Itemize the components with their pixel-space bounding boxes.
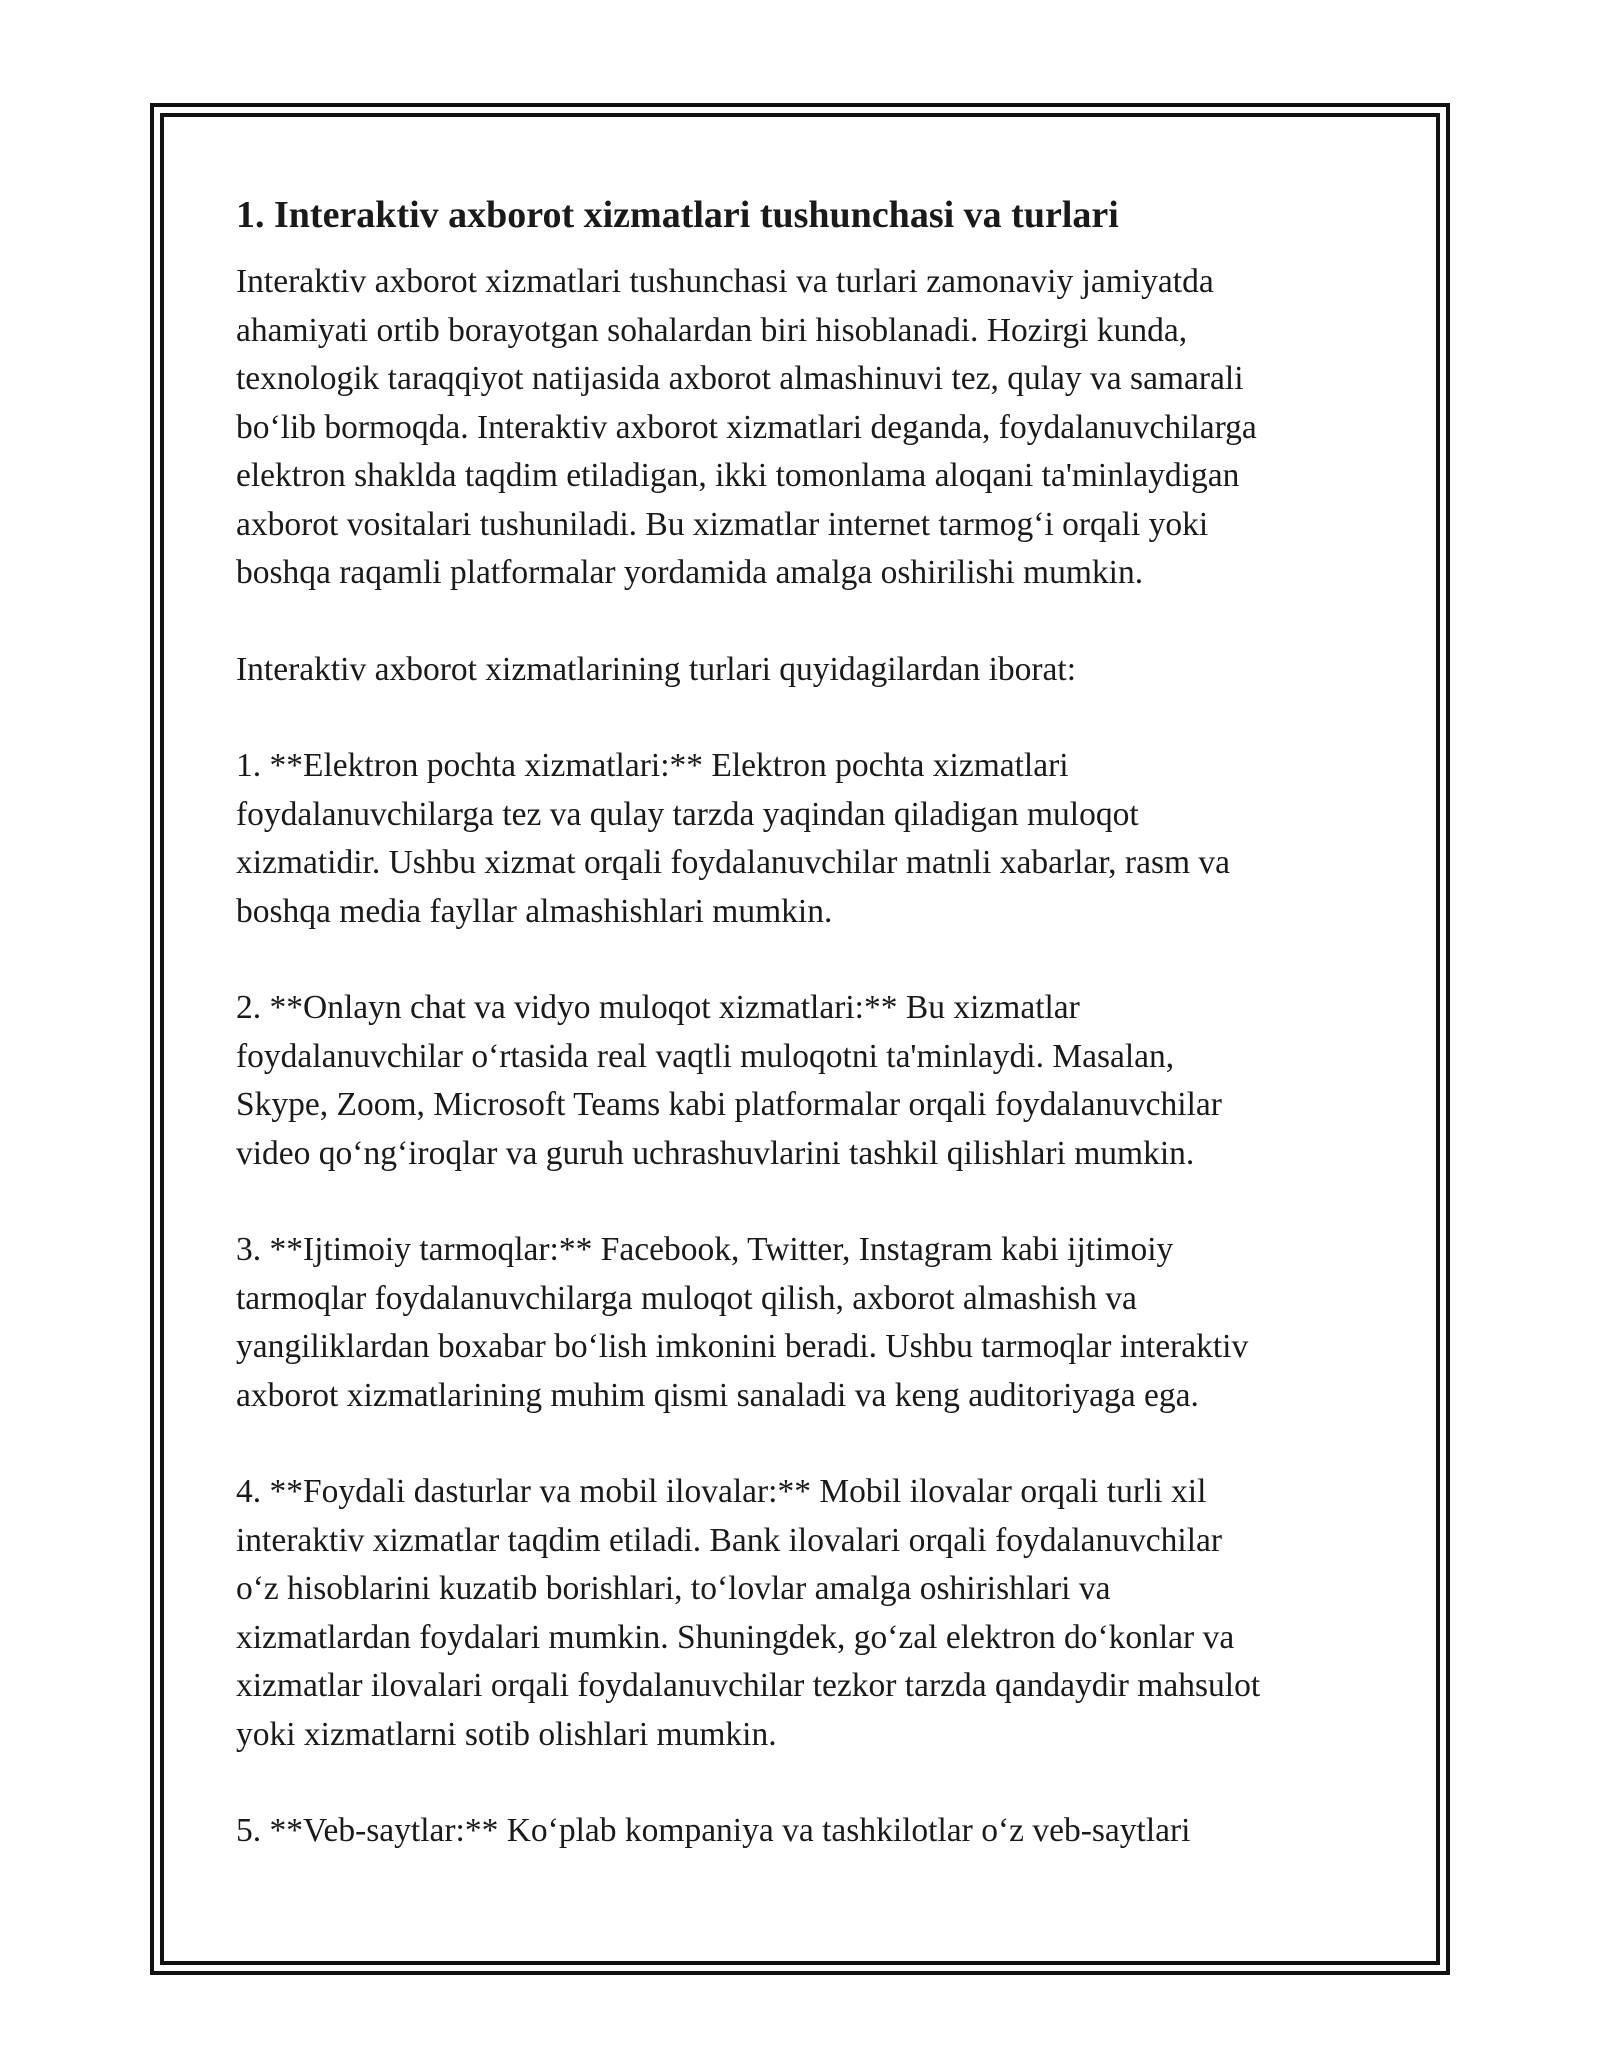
paragraph bbox=[236, 1807, 1376, 1856]
text-line: Interaktiv axborot xizmatlari tushunchasi va turlari zamonaviy jamiyatda bbox=[236, 263, 1214, 300]
text-line: video qo‘ng‘iroqlar va guruh uchrashuvlarini tashkil qilishlari mumkin. bbox=[236, 1134, 1195, 1172]
text-line: o‘z hisoblarini kuzatib borishlari, to‘lovlar amalga oshirishlari va bbox=[236, 1570, 1111, 1607]
text-line: foydalanuvchilar o‘rtasida real vaqtli muloqotni ta'minlaydi. Masalan, bbox=[236, 1037, 1175, 1075]
text-line: bo‘lib bormoqda. Interaktiv axborot xizmatlari deganda, foydalanuvchilarga bbox=[236, 408, 1257, 446]
text-line: interaktiv xizmatlar taqdim etiladi. Bank ilovalari orqali foydalanuvchilar bbox=[236, 1521, 1223, 1559]
text-line: 3. **Ijtimoiy tarmoqlar:** Facebook, Twitter, Instagram kabi ijtimoiy bbox=[236, 1231, 1174, 1268]
text-line: 2. **Onlayn chat va vidyo muloqot xizmatlari:** Bu xizmatlar bbox=[236, 989, 1080, 1026]
text-line: axborot vositalari tushuniladi. Bu xizmatlar internet tarmog‘i orqali yoki bbox=[236, 505, 1209, 543]
paragraph bbox=[236, 1226, 1376, 1420]
paragraph bbox=[236, 1468, 1376, 1759]
text-line: 5. **Veb-saytlar:** Ko‘plab kompaniya va tashkilotlar o‘z veb-saytlari bbox=[236, 1812, 1191, 1849]
text-line: tarmoqlar foydalanuvchilarga muloqot qilish, axborot almashish va bbox=[236, 1279, 1137, 1317]
paragraph-list bbox=[236, 258, 1376, 1856]
text-line: ahamiyati ortib borayotgan sohalardan biri hisoblanadi. Hozirgi kunda, bbox=[236, 311, 1188, 349]
text-line: elektron shaklda taqdim etiladigan, ikki tomonlama aloqani ta'minlaydigan bbox=[236, 457, 1240, 494]
text-line: Skype, Zoom, Microsoft Teams kabi platformalar orqali foydalanuvchilar bbox=[236, 1086, 1222, 1123]
text-line: foydalanuvchilarga tez va qulay tarzda yaqindan qiladigan muloqot bbox=[236, 795, 1139, 833]
paragraph bbox=[236, 646, 1376, 695]
text-line: yangiliklardan boxabar bo‘lish imkonini beradi. Ushbu tarmoqlar interaktiv bbox=[236, 1328, 1249, 1365]
text-line: xizmatidir. Ushbu xizmat orqali foydalanuvchilar matnli xabarlar, rasm va bbox=[236, 844, 1231, 881]
text-line: 4. **Foydali dasturlar va mobil ilovalar:** Mobil ilovalar orqali turli xil bbox=[236, 1473, 1207, 1510]
text-line: 1. **Elektron pochta xizmatlari:** Elektron pochta xizmatlari bbox=[236, 747, 1069, 784]
text-line: texnologik taraqqiyot natijasida axborot almashinuvi tez, qulay va samarali bbox=[236, 360, 1244, 397]
text-line: boshqa raqamli platformalar yordamida amalga oshirilishi mumkin. bbox=[236, 554, 1144, 591]
document-body bbox=[236, 186, 1376, 1904]
paragraph bbox=[236, 984, 1376, 1178]
text-line: Interaktiv axborot xizmatlarining turlari quyidagilardan iborat: bbox=[236, 650, 1077, 688]
text-line: yoki xizmatlarni sotib olishlari mumkin. bbox=[236, 1715, 777, 1753]
paragraph bbox=[236, 742, 1376, 936]
section-heading: 1. Interaktiv axborot xizmatlari tushunchasi va turlari bbox=[236, 194, 1119, 236]
text-line: xizmatlar ilovalari orqali foydalanuvchilar tezkor tarzda qandaydir mahsulot bbox=[236, 1667, 1261, 1704]
text-line: xizmatlardan foydalari mumkin. Shuningdek, go‘zal elektron do‘konlar va bbox=[236, 1618, 1235, 1656]
paragraph bbox=[236, 258, 1376, 598]
text-line: boshqa media fayllar almashishlari mumkin. bbox=[236, 892, 833, 930]
text-line: axborot xizmatlarining muhim qismi sanaladi va keng auditoriyaga ega. bbox=[236, 1376, 1199, 1414]
